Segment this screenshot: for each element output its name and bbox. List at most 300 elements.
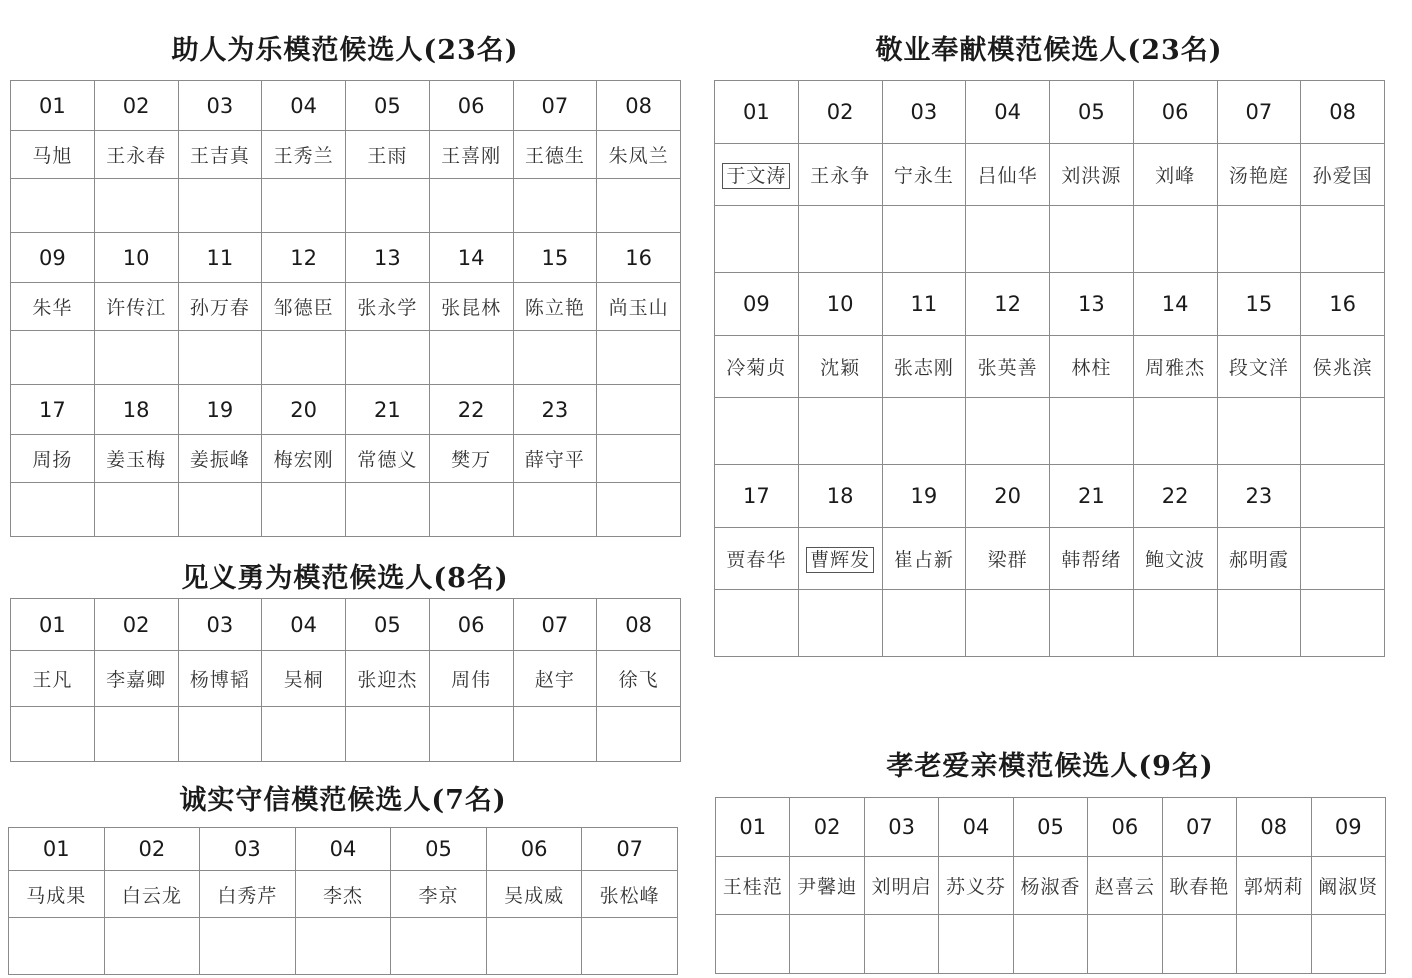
vote-mark-cell[interactable]: [513, 707, 597, 762]
candidate-name-cell: [1162, 857, 1236, 915]
candidate-number-cell: 03: [882, 81, 966, 144]
candidate-name-cell: [715, 144, 799, 206]
candidate-name-cell: [597, 435, 681, 483]
candidate-name: 许传江: [106, 297, 167, 319]
candidate-number-cell: 07: [513, 81, 597, 131]
candidate-name-cell: [178, 435, 262, 483]
candidate-name: 李杰: [322, 884, 363, 907]
vote-mark-cell[interactable]: [716, 915, 790, 974]
vote-mark-cell[interactable]: [1133, 590, 1217, 657]
vote-mark-cell[interactable]: [262, 483, 346, 537]
vote-mark-cell[interactable]: [486, 918, 582, 975]
candidate-number-cell: 06: [429, 81, 513, 131]
candidate-name-cell: [1217, 144, 1301, 206]
candidate-name-cell: [966, 528, 1050, 590]
candidate-name: 贾春华: [726, 549, 787, 571]
candidate-name-cell: [513, 435, 597, 483]
candidate-name: 白秀芹: [217, 884, 278, 907]
vote-mark-cell[interactable]: [1237, 915, 1311, 974]
candidate-number-cell: 03: [864, 798, 938, 857]
vote-mark-cell[interactable]: [262, 707, 346, 762]
candidate-name-cell: [200, 871, 296, 918]
vote-mark-cell[interactable]: [1162, 915, 1236, 974]
vote-mark-cell[interactable]: [262, 331, 346, 385]
candidate-name: 周雅杰: [1145, 357, 1206, 379]
candidate-number-cell: 05: [346, 599, 430, 651]
vote-mark-cell[interactable]: [966, 206, 1050, 273]
candidate-name-cell: [966, 144, 1050, 206]
candidate-name-cell: [790, 857, 864, 915]
candidate-name-cell: [513, 651, 597, 707]
candidate-name: 林柱: [1071, 357, 1112, 379]
candidate-number-cell: 09: [1311, 798, 1386, 857]
candidate-name-cell: [1237, 857, 1311, 915]
candidate-name: 鲍文波: [1145, 549, 1206, 571]
candidate-name-cell: [1050, 528, 1134, 590]
name-row: [11, 651, 681, 707]
candidate-number-cell: 08: [597, 599, 681, 651]
candidate-name: 朱华: [32, 297, 73, 319]
candidate-name: 苏义芬: [946, 876, 1007, 898]
name-row: [11, 131, 681, 179]
section-title-dedication: 敬业奉献模范候选人(23名): [875, 35, 1223, 66]
candidate-name-cell: [1301, 528, 1385, 590]
candidate-name: 王秀兰: [273, 145, 334, 167]
candidate-name-cell: [966, 336, 1050, 398]
vote-mark-cell[interactable]: [1217, 398, 1301, 465]
candidate-number-cell: 23: [1217, 465, 1301, 528]
vote-mark-cell[interactable]: [1301, 206, 1385, 273]
candidate-number-cell: 01: [11, 81, 95, 131]
candidate-name-cell: [295, 871, 391, 918]
candidate-name-cell: [1301, 336, 1385, 398]
number-row: [715, 81, 1385, 144]
candidate-number-cell: 04: [262, 599, 346, 651]
candidate-name-cell: [1050, 336, 1134, 398]
number-row: [11, 81, 681, 131]
candidate-number-cell: 03: [178, 599, 262, 651]
candidate-number-cell: 04: [966, 81, 1050, 144]
candidate-name-cell: [346, 651, 430, 707]
candidate-number-cell: 02: [94, 599, 178, 651]
name-row: [715, 336, 1385, 398]
vote-mark-cell[interactable]: [1050, 206, 1134, 273]
vote-mark-cell[interactable]: [513, 331, 597, 385]
blank-vote-row: [9, 918, 678, 975]
candidate-name-cell: [597, 283, 681, 331]
blank-vote-row: [11, 179, 681, 233]
candidate-name: 常德义: [357, 449, 418, 471]
candidate-name-cell: [1013, 857, 1087, 915]
candidate-name-cell: [11, 131, 95, 179]
vote-mark-cell[interactable]: [882, 206, 966, 273]
candidate-number-cell: 13: [1050, 273, 1134, 336]
name-row: [716, 857, 1386, 915]
candidate-table-helping-others: [10, 80, 681, 537]
vote-mark-cell[interactable]: [429, 707, 513, 762]
candidate-name-cell: [178, 131, 262, 179]
candidate-number-cell: 05: [1013, 798, 1087, 857]
candidate-name-cell: [1217, 336, 1301, 398]
vote-mark-cell[interactable]: [346, 331, 430, 385]
vote-mark-cell[interactable]: [513, 483, 597, 537]
candidate-name-cell: [715, 528, 799, 590]
candidate-name: 郝明霞: [1228, 549, 1289, 571]
candidate-name-cell: [1217, 528, 1301, 590]
candidate-name: 郭炳莉: [1243, 876, 1304, 898]
section-title-helping-others: 助人为乐模范候选人(23名): [171, 35, 519, 66]
candidate-number-cell: 17: [11, 385, 95, 435]
candidate-number-cell: 22: [429, 385, 513, 435]
vote-mark-cell[interactable]: [11, 483, 95, 537]
vote-mark-cell[interactable]: [790, 915, 864, 974]
candidate-name-cell: [178, 651, 262, 707]
candidate-name: 赵喜云: [1094, 876, 1155, 898]
candidate-name-cell: [262, 435, 346, 483]
vote-mark-cell[interactable]: [1301, 590, 1385, 657]
vote-mark-cell[interactable]: [597, 483, 681, 537]
vote-mark-cell[interactable]: [798, 590, 882, 657]
name-row: [9, 871, 678, 918]
section-title-honesty: 诚实守信模范候选人(7名): [179, 785, 507, 816]
candidate-number-cell: 17: [715, 465, 799, 528]
candidate-name: 王德生: [524, 145, 585, 167]
candidate-name: 王永争: [810, 165, 871, 187]
blank-vote-row: [715, 590, 1385, 657]
candidate-name: 邹德臣: [273, 297, 334, 319]
candidate-name-cell: [716, 857, 790, 915]
candidate-name: 侯兆滨: [1312, 357, 1373, 379]
candidate-number-cell: 14: [429, 233, 513, 283]
candidate-name: 孙万春: [189, 297, 250, 319]
candidate-name: 樊万: [451, 449, 492, 471]
candidate-name: 陈立艳: [524, 297, 585, 319]
candidate-number-cell: 21: [346, 385, 430, 435]
candidate-name: 薛守平: [524, 449, 585, 471]
candidate-number-cell: 19: [178, 385, 262, 435]
candidate-number-cell: 03: [178, 81, 262, 131]
candidate-name-cell: [486, 871, 582, 918]
candidate-name-cell: [597, 651, 681, 707]
vote-mark-cell[interactable]: [429, 331, 513, 385]
candidate-name-cell: [429, 131, 513, 179]
vote-mark-cell[interactable]: [346, 179, 430, 233]
vote-mark-cell[interactable]: [178, 331, 262, 385]
candidate-name: 杨淑香: [1020, 876, 1081, 898]
section-title-filial-piety: 孝老爱亲模范候选人(9名): [886, 751, 1214, 782]
candidate-name: 朱凤兰: [608, 145, 669, 167]
candidate-number-cell: 01: [9, 828, 105, 871]
candidate-name-cell: [262, 283, 346, 331]
candidate-name-cell: [798, 528, 882, 590]
name-row: [715, 528, 1385, 590]
candidate-number-cell: [1301, 465, 1385, 528]
candidate-name: 王吉真: [189, 145, 250, 167]
candidate-name: 宁永生: [893, 165, 954, 187]
candidate-name-cell: [346, 131, 430, 179]
vote-mark-cell[interactable]: [1050, 398, 1134, 465]
candidate-number-cell: [597, 385, 681, 435]
candidate-name: 周扬: [32, 449, 73, 471]
candidate-name: 马成果: [26, 884, 87, 907]
vote-mark-cell[interactable]: [104, 918, 200, 975]
vote-mark-cell[interactable]: [200, 918, 296, 975]
candidate-name: 白云龙: [121, 884, 182, 907]
candidate-name: 王桂范: [722, 876, 783, 898]
blank-vote-row: [11, 483, 681, 537]
candidate-name: 阚淑贤: [1318, 876, 1379, 898]
vote-mark-cell[interactable]: [9, 918, 105, 975]
candidate-name-cell: [429, 435, 513, 483]
candidate-number-cell: 05: [391, 828, 487, 871]
candidate-name-cell: [1088, 857, 1162, 915]
candidate-name-cell: [597, 131, 681, 179]
candidate-name-cell: [94, 435, 178, 483]
candidate-name-cell: [513, 131, 597, 179]
candidate-name-cell: [1301, 144, 1385, 206]
vote-mark-cell[interactable]: [597, 331, 681, 385]
candidate-name: 孙爱国: [1312, 165, 1373, 187]
candidate-name-cell: [939, 857, 1013, 915]
candidate-number-cell: 02: [798, 81, 882, 144]
candidate-number-cell: 07: [513, 599, 597, 651]
candidate-name-cell: [1050, 144, 1134, 206]
vote-mark-cell[interactable]: [939, 915, 1013, 974]
candidate-name: 耿春艳: [1169, 876, 1230, 898]
candidate-name: 张志刚: [893, 357, 954, 379]
candidate-name-cell: [346, 435, 430, 483]
candidate-number-cell: 01: [715, 81, 799, 144]
candidate-name: 吕仙华: [977, 165, 1038, 187]
candidate-number-cell: 14: [1133, 273, 1217, 336]
candidate-name: 张昆林: [441, 297, 502, 319]
vote-mark-cell[interactable]: [864, 915, 938, 974]
candidate-number-cell: 06: [429, 599, 513, 651]
vote-mark-cell[interactable]: [1133, 206, 1217, 273]
vote-mark-cell[interactable]: [715, 398, 799, 465]
vote-mark-cell[interactable]: [715, 590, 799, 657]
candidate-number-cell: 11: [882, 273, 966, 336]
candidate-number-cell: 20: [262, 385, 346, 435]
candidate-name: 梅宏刚: [273, 449, 334, 471]
candidate-name: 崔占新: [893, 549, 954, 571]
candidate-number-cell: 02: [790, 798, 864, 857]
vote-mark-cell[interactable]: [1217, 206, 1301, 273]
candidate-name: 姜振峰: [189, 449, 250, 471]
candidate-name-cell: [178, 283, 262, 331]
vote-mark-cell[interactable]: [429, 179, 513, 233]
candidate-name: 汤艳庭: [1228, 165, 1289, 187]
candidate-number-cell: 01: [716, 798, 790, 857]
vote-mark-cell[interactable]: [391, 918, 487, 975]
candidate-name-cell: [1133, 528, 1217, 590]
candidate-name-cell: [882, 528, 966, 590]
vote-mark-cell[interactable]: [429, 483, 513, 537]
vote-mark-cell[interactable]: [11, 179, 95, 233]
candidate-name-cell: [11, 283, 95, 331]
candidate-name-cell: [882, 336, 966, 398]
candidate-name: 王喜刚: [441, 145, 502, 167]
candidate-name: 刘洪源: [1061, 165, 1122, 187]
number-row: [715, 273, 1385, 336]
candidate-name: 张迎杰: [357, 669, 418, 691]
candidate-name: 赵宇: [534, 669, 575, 691]
candidate-number-cell: 04: [262, 81, 346, 131]
vote-mark-cell[interactable]: [966, 398, 1050, 465]
candidate-name-cell: [9, 871, 105, 918]
name-row: [11, 435, 681, 483]
candidate-name-cell: [513, 283, 597, 331]
candidate-number-cell: 05: [346, 81, 430, 131]
vote-mark-cell[interactable]: [94, 331, 178, 385]
candidate-table-honesty: [8, 827, 678, 975]
vote-mark-cell[interactable]: [262, 179, 346, 233]
vote-mark-cell[interactable]: [11, 331, 95, 385]
candidate-number-cell: 09: [715, 273, 799, 336]
candidate-number-cell: 05: [1050, 81, 1134, 144]
candidate-name: 王凡: [32, 669, 73, 691]
number-row: [715, 465, 1385, 528]
candidate-number-cell: 03: [200, 828, 296, 871]
candidate-number-cell: 07: [1162, 798, 1236, 857]
candidate-name: 王永春: [106, 145, 167, 167]
candidate-table-dedication: [714, 80, 1385, 657]
candidate-number-cell: 23: [513, 385, 597, 435]
candidate-name: 张永学: [357, 297, 418, 319]
number-row: [9, 828, 678, 871]
candidate-name-cell: [11, 651, 95, 707]
candidate-name-cell: [1133, 144, 1217, 206]
vote-mark-cell[interactable]: [882, 398, 966, 465]
candidate-name: 张松峰: [599, 884, 660, 907]
candidate-name: 韩帮绪: [1061, 549, 1122, 571]
name-row: [11, 283, 681, 331]
candidate-table-filial-piety: [715, 797, 1386, 974]
candidate-name-cell: [798, 144, 882, 206]
candidate-name: 李京: [418, 884, 459, 907]
vote-mark-cell[interactable]: [1217, 590, 1301, 657]
candidate-number-cell: 15: [513, 233, 597, 283]
candidate-name: 沈颖: [820, 357, 861, 379]
candidate-name: 刘峰: [1155, 165, 1196, 187]
candidate-name-cell: [715, 336, 799, 398]
vote-mark-cell[interactable]: [966, 590, 1050, 657]
candidate-number-cell: 04: [295, 828, 391, 871]
candidate-name-cell: [882, 144, 966, 206]
candidate-number-cell: 07: [1217, 81, 1301, 144]
candidate-name: 尹馨迪: [797, 876, 858, 898]
vote-mark-cell[interactable]: [346, 483, 430, 537]
vote-mark-cell[interactable]: [597, 707, 681, 762]
candidate-name: 徐飞: [618, 669, 659, 691]
vote-mark-cell[interactable]: [513, 179, 597, 233]
candidate-table-bravery: [10, 598, 681, 762]
vote-mark-cell[interactable]: [582, 918, 678, 975]
candidate-name-cell: [1311, 857, 1386, 915]
vote-mark-cell[interactable]: [346, 707, 430, 762]
vote-mark-cell[interactable]: [295, 918, 391, 975]
vote-mark-cell[interactable]: [1050, 590, 1134, 657]
number-row: [716, 798, 1386, 857]
candidate-name-cell: [1133, 336, 1217, 398]
candidate-number-cell: 12: [262, 233, 346, 283]
candidate-name-cell: [582, 871, 678, 918]
candidate-number-cell: 10: [94, 233, 178, 283]
vote-mark-cell[interactable]: [178, 707, 262, 762]
candidate-name: 冷菊贞: [726, 357, 787, 379]
vote-mark-cell[interactable]: [178, 179, 262, 233]
name-row: [715, 144, 1385, 206]
vote-mark-cell[interactable]: [1133, 398, 1217, 465]
vote-mark-cell[interactable]: [1311, 915, 1386, 974]
blank-vote-row: [11, 331, 681, 385]
candidate-number-cell: 19: [882, 465, 966, 528]
candidate-number-cell: 11: [178, 233, 262, 283]
candidate-name-cell: [11, 435, 95, 483]
candidate-name: 张英善: [977, 357, 1038, 379]
candidate-number-cell: 20: [966, 465, 1050, 528]
candidate-name: 梁群: [987, 549, 1028, 571]
vote-mark-cell[interactable]: [1088, 915, 1162, 974]
candidate-name: 马旭: [32, 145, 73, 167]
candidate-number-cell: 18: [798, 465, 882, 528]
vote-mark-cell[interactable]: [1301, 398, 1385, 465]
candidate-number-cell: 08: [1301, 81, 1385, 144]
vote-mark-cell[interactable]: [798, 206, 882, 273]
candidate-name-cell: [346, 283, 430, 331]
vote-mark-cell[interactable]: [94, 483, 178, 537]
vote-mark-cell[interactable]: [11, 707, 95, 762]
number-row: [11, 233, 681, 283]
candidate-number-cell: 04: [939, 798, 1013, 857]
candidate-name-cell: [262, 651, 346, 707]
candidate-number-cell: 07: [582, 828, 678, 871]
vote-mark-cell[interactable]: [715, 206, 799, 273]
candidate-number-cell: 02: [104, 828, 200, 871]
candidate-number-cell: 16: [1301, 273, 1385, 336]
candidate-name-cell: [94, 651, 178, 707]
candidate-number-cell: 12: [966, 273, 1050, 336]
candidate-name-cell: [864, 857, 938, 915]
vote-mark-cell[interactable]: [94, 707, 178, 762]
candidate-name: 杨博韬: [189, 669, 250, 691]
candidate-name: 尚玉山: [608, 297, 669, 319]
vote-mark-cell[interactable]: [882, 590, 966, 657]
vote-mark-cell[interactable]: [798, 398, 882, 465]
candidate-number-cell: 06: [1088, 798, 1162, 857]
candidate-name: 王雨: [367, 145, 408, 167]
vote-mark-cell[interactable]: [1013, 915, 1087, 974]
candidate-number-cell: 18: [94, 385, 178, 435]
candidate-name: 吴成威: [504, 884, 565, 907]
candidate-name: 段文洋: [1228, 357, 1289, 379]
candidate-number-cell: 06: [1133, 81, 1217, 144]
candidate-name-cell: [94, 131, 178, 179]
number-row: [11, 599, 681, 651]
vote-mark-cell[interactable]: [178, 483, 262, 537]
candidate-number-cell: 22: [1133, 465, 1217, 528]
candidate-name-cell: [429, 651, 513, 707]
vote-mark-cell[interactable]: [94, 179, 178, 233]
candidate-name: 吴桐: [283, 669, 324, 691]
candidate-name: 刘明启: [871, 876, 932, 898]
blank-vote-row: [715, 398, 1385, 465]
candidate-number-cell: 06: [486, 828, 582, 871]
blank-vote-row: [716, 915, 1386, 974]
candidate-number-cell: 08: [597, 81, 681, 131]
blank-vote-row: [715, 206, 1385, 273]
vote-mark-cell[interactable]: [597, 179, 681, 233]
